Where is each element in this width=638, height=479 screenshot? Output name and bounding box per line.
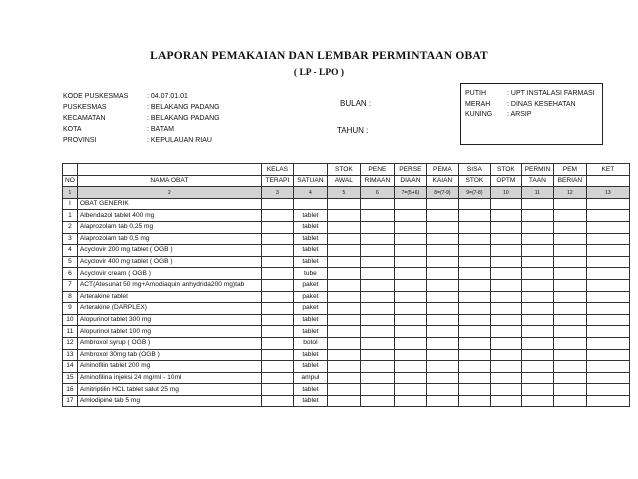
value-cell bbox=[490, 268, 521, 280]
table-row bbox=[63, 361, 630, 373]
unit-cell: paket bbox=[293, 291, 327, 303]
value-cell bbox=[490, 210, 521, 222]
medicine-name: Ambroxol 30mg tab (OGB ) bbox=[77, 349, 261, 361]
table-row bbox=[63, 210, 630, 222]
value-cell bbox=[360, 245, 394, 257]
col-sisa-label: STOK bbox=[458, 175, 490, 187]
value-cell bbox=[490, 221, 521, 233]
value-cell bbox=[458, 314, 490, 326]
medicine-name: Alopurinol tablet 100 mg bbox=[77, 326, 261, 338]
value-cell bbox=[360, 268, 394, 280]
value-cell bbox=[553, 291, 586, 303]
value-cell bbox=[490, 303, 521, 315]
unit-cell: tablet bbox=[293, 326, 327, 338]
distribution-box bbox=[460, 83, 603, 145]
row-number: 15 bbox=[63, 372, 78, 384]
value-cell bbox=[521, 291, 553, 303]
value-cell bbox=[360, 384, 394, 396]
col-penerimaan-label: RIMAAN bbox=[360, 175, 394, 187]
value-cell bbox=[394, 256, 426, 268]
kelas-cell bbox=[261, 372, 293, 384]
medicine-name: ACT(Atesunat 50 mg+Amodiaquin anhydrida200 mg)tab bbox=[77, 279, 261, 291]
value-cell bbox=[360, 395, 394, 407]
value-cell bbox=[360, 279, 394, 291]
value-cell bbox=[327, 361, 360, 373]
value-cell bbox=[458, 210, 490, 222]
column-number: 1 bbox=[63, 187, 78, 199]
col-pemberian-label: BERIAN bbox=[553, 175, 586, 187]
value-cell bbox=[586, 245, 629, 257]
value-cell bbox=[327, 349, 360, 361]
value-cell bbox=[553, 337, 586, 349]
medicine-name: Albendazol tablet 400 mg bbox=[77, 210, 261, 222]
value-cell bbox=[458, 337, 490, 349]
row-number: 17 bbox=[63, 395, 78, 407]
value-cell bbox=[490, 291, 521, 303]
kelas-cell bbox=[261, 349, 293, 361]
column-number: 4 bbox=[293, 187, 327, 199]
row-number: 16 bbox=[63, 384, 78, 396]
value-cell bbox=[586, 395, 629, 407]
value-cell bbox=[426, 326, 458, 338]
medicine-name: Aminofilin tablet 200 mg bbox=[77, 361, 261, 373]
medicine-name: Alaprozolam tab 0,25 mg bbox=[77, 221, 261, 233]
col-permintaan-label: TAAN bbox=[521, 175, 553, 187]
medicine-name: Amlodipine tab 5 mg bbox=[77, 395, 261, 407]
column-number: 7=(5+6) bbox=[394, 187, 426, 199]
value-cell bbox=[521, 279, 553, 291]
tahun-label: TAHUN : bbox=[337, 126, 369, 135]
column-number: 10 bbox=[490, 187, 521, 199]
value-cell bbox=[458, 349, 490, 361]
col-stok-awal-header: STOK bbox=[327, 164, 360, 176]
col-ket-header: KET bbox=[586, 164, 629, 176]
value-cell bbox=[521, 314, 553, 326]
distribution-row: PUTIH : UPT INSTALASI FARMASI bbox=[465, 90, 595, 97]
value-cell bbox=[360, 210, 394, 222]
value-cell bbox=[426, 384, 458, 396]
medicine-table bbox=[62, 163, 630, 407]
report-subtitle: ( LP - LPO ) bbox=[293, 68, 345, 78]
value-cell bbox=[327, 210, 360, 222]
value-cell bbox=[553, 395, 586, 407]
value-cell bbox=[521, 384, 553, 396]
value-cell bbox=[490, 337, 521, 349]
value-cell bbox=[458, 221, 490, 233]
value-cell bbox=[458, 361, 490, 373]
value-cell bbox=[426, 303, 458, 315]
kelas-cell bbox=[261, 314, 293, 326]
value-cell bbox=[586, 279, 629, 291]
unit-cell: tablet bbox=[293, 256, 327, 268]
medicine-name: Acyclovir 200 mg tablet ( OGB ) bbox=[77, 245, 261, 257]
col-sisa-header: SISA bbox=[458, 164, 490, 176]
medicine-name: Acyclovir 400 mg tablet ( OGB ) bbox=[77, 256, 261, 268]
col-optm-label: OPTM bbox=[490, 175, 521, 187]
row-number: 9 bbox=[63, 303, 78, 315]
table-row bbox=[63, 349, 630, 361]
value-cell bbox=[458, 256, 490, 268]
value-cell bbox=[394, 279, 426, 291]
value-cell bbox=[426, 233, 458, 245]
header-row bbox=[63, 164, 630, 176]
col-pemberian-header: PEM bbox=[553, 164, 586, 176]
value-cell bbox=[394, 291, 426, 303]
value-cell bbox=[327, 337, 360, 349]
col-pemakaian-label: KAIAN bbox=[426, 175, 458, 187]
medicine-name: Ambroxol syrup ( OGB ) bbox=[77, 337, 261, 349]
value-cell bbox=[490, 245, 521, 257]
distribution-row: KUNING : ARSIP bbox=[465, 111, 532, 118]
value-cell bbox=[553, 361, 586, 373]
value-cell bbox=[360, 349, 394, 361]
col-ket-label bbox=[586, 175, 629, 187]
value-cell bbox=[521, 268, 553, 280]
value-cell bbox=[327, 256, 360, 268]
kelas-cell bbox=[261, 233, 293, 245]
value-cell bbox=[394, 349, 426, 361]
medicine-name: Acyclovir cream ( OGB ) bbox=[77, 268, 261, 280]
value-cell bbox=[490, 279, 521, 291]
unit-cell: tablet bbox=[293, 245, 327, 257]
column-number: 5 bbox=[327, 187, 360, 199]
unit-cell: tablet bbox=[293, 384, 327, 396]
value-cell bbox=[458, 303, 490, 315]
value-cell bbox=[521, 372, 553, 384]
column-number: 12 bbox=[553, 187, 586, 199]
value-cell bbox=[458, 291, 490, 303]
table-row bbox=[63, 279, 630, 291]
value-cell bbox=[360, 337, 394, 349]
unit-cell: paket bbox=[293, 303, 327, 315]
value-cell bbox=[458, 384, 490, 396]
col-no-label: NO bbox=[63, 175, 78, 187]
row-number: 4 bbox=[63, 245, 78, 257]
kelas-cell bbox=[261, 337, 293, 349]
kelas-cell bbox=[261, 245, 293, 257]
col-permintaan-header: PERMIN bbox=[521, 164, 553, 176]
value-cell bbox=[327, 291, 360, 303]
value-cell bbox=[586, 361, 629, 373]
unit-cell: tube bbox=[293, 268, 327, 280]
col-satuan-label: SATUAN bbox=[293, 175, 327, 187]
value-cell bbox=[490, 372, 521, 384]
unit-cell: botol bbox=[293, 337, 327, 349]
column-number: 9=(7-8) bbox=[458, 187, 490, 199]
value-cell bbox=[490, 349, 521, 361]
value-cell bbox=[394, 395, 426, 407]
value-cell bbox=[394, 372, 426, 384]
value-cell bbox=[490, 233, 521, 245]
value-cell bbox=[490, 256, 521, 268]
value-cell bbox=[490, 395, 521, 407]
value-cell bbox=[426, 210, 458, 222]
value-cell bbox=[458, 233, 490, 245]
value-cell bbox=[458, 279, 490, 291]
col-penerimaan-header: PENE bbox=[360, 164, 394, 176]
col-pemakaian-header: PEMA bbox=[426, 164, 458, 176]
value-cell bbox=[360, 303, 394, 315]
value-cell bbox=[327, 326, 360, 338]
value-cell bbox=[327, 245, 360, 257]
value-cell bbox=[586, 268, 629, 280]
value-cell bbox=[426, 372, 458, 384]
table-row bbox=[63, 303, 630, 315]
table-row bbox=[63, 233, 630, 245]
value-cell bbox=[586, 384, 629, 396]
unit-cell: tablet bbox=[293, 361, 327, 373]
info-row: KOTA : BATAM bbox=[63, 126, 174, 133]
table-row bbox=[63, 291, 630, 303]
table-row bbox=[63, 256, 630, 268]
header-row bbox=[63, 175, 630, 187]
medicine-name: Aminofilina injeksi 24 mg/ml - 10ml bbox=[77, 372, 261, 384]
value-cell bbox=[586, 303, 629, 315]
unit-cell: tablet bbox=[293, 221, 327, 233]
value-cell bbox=[426, 395, 458, 407]
unit-cell: tablet bbox=[293, 210, 327, 222]
value-cell bbox=[553, 372, 586, 384]
value-cell bbox=[426, 221, 458, 233]
kelas-cell bbox=[261, 361, 293, 373]
value-cell bbox=[553, 303, 586, 315]
value-cell bbox=[553, 210, 586, 222]
row-number: 10 bbox=[63, 314, 78, 326]
value-cell bbox=[426, 268, 458, 280]
value-cell bbox=[360, 372, 394, 384]
value-cell bbox=[490, 361, 521, 373]
value-cell bbox=[394, 337, 426, 349]
value-cell bbox=[426, 314, 458, 326]
kelas-cell bbox=[261, 384, 293, 396]
group-row bbox=[63, 198, 630, 210]
value-cell bbox=[426, 245, 458, 257]
unit-cell: tablet bbox=[293, 349, 327, 361]
medicine-name: Alopurinol tablet 300 mg bbox=[77, 314, 261, 326]
medicine-name: Arterakine (DARPLEX) bbox=[77, 303, 261, 315]
value-cell bbox=[394, 221, 426, 233]
value-cell bbox=[394, 268, 426, 280]
col-satuan-header bbox=[293, 164, 327, 176]
value-cell bbox=[553, 233, 586, 245]
kelas-cell bbox=[261, 210, 293, 222]
col-no-header bbox=[63, 164, 78, 176]
col-kelas-header: KELAS bbox=[261, 164, 293, 176]
table-row bbox=[63, 337, 630, 349]
info-row: KECAMATAN : BELAKANG PADANG bbox=[63, 115, 220, 122]
value-cell bbox=[521, 303, 553, 315]
unit-cell: tablet bbox=[293, 233, 327, 245]
distribution-row: MERAH : DINAS KESEHATAN bbox=[465, 100, 576, 108]
value-cell bbox=[426, 349, 458, 361]
value-cell bbox=[360, 256, 394, 268]
value-cell bbox=[586, 221, 629, 233]
table-row bbox=[63, 395, 630, 407]
table-row bbox=[63, 245, 630, 257]
row-number: 6 bbox=[63, 268, 78, 280]
row-number: 13 bbox=[63, 349, 78, 361]
col-persediaan-header: PERSE bbox=[394, 164, 426, 176]
value-cell bbox=[360, 233, 394, 245]
medicine-name: Alaprozolam tab 0,5 mg bbox=[77, 233, 261, 245]
value-cell bbox=[426, 279, 458, 291]
value-cell bbox=[426, 256, 458, 268]
column-number: 8=(7-9) bbox=[426, 187, 458, 199]
value-cell bbox=[327, 233, 360, 245]
value-cell bbox=[360, 314, 394, 326]
kelas-cell bbox=[261, 326, 293, 338]
column-number: 2 bbox=[77, 187, 261, 199]
value-cell bbox=[586, 256, 629, 268]
row-number: 14 bbox=[63, 361, 78, 373]
value-cell bbox=[521, 233, 553, 245]
value-cell bbox=[521, 210, 553, 222]
value-cell bbox=[586, 314, 629, 326]
value-cell bbox=[327, 303, 360, 315]
kelas-cell bbox=[261, 395, 293, 407]
table-row bbox=[63, 372, 630, 384]
info-row: PROVINSI : KEPULAUAN RIAU bbox=[63, 137, 212, 144]
value-cell bbox=[553, 245, 586, 257]
value-cell bbox=[458, 326, 490, 338]
value-cell bbox=[394, 314, 426, 326]
info-row: KODE PUSKESMAS : 04.07.01.01 bbox=[63, 93, 188, 100]
kelas-cell bbox=[261, 256, 293, 268]
value-cell bbox=[394, 361, 426, 373]
value-cell bbox=[521, 395, 553, 407]
value-cell bbox=[327, 221, 360, 233]
row-number: 12 bbox=[63, 337, 78, 349]
unit-cell: paket bbox=[293, 279, 327, 291]
col-stok-awal-label: AWAL bbox=[327, 175, 360, 187]
value-cell bbox=[394, 384, 426, 396]
col-name-label: NAMA OBAT bbox=[77, 175, 261, 187]
group-name: OBAT GENERIK bbox=[77, 198, 261, 210]
group-number: I bbox=[63, 198, 78, 210]
value-cell bbox=[458, 268, 490, 280]
value-cell bbox=[553, 256, 586, 268]
table-row bbox=[63, 221, 630, 233]
value-cell bbox=[521, 221, 553, 233]
value-cell bbox=[586, 326, 629, 338]
kelas-cell bbox=[261, 268, 293, 280]
value-cell bbox=[327, 372, 360, 384]
value-cell bbox=[394, 326, 426, 338]
column-number-row bbox=[63, 187, 630, 199]
value-cell bbox=[553, 279, 586, 291]
row-number: 8 bbox=[63, 291, 78, 303]
col-name-header bbox=[77, 164, 261, 176]
value-cell bbox=[426, 337, 458, 349]
value-cell bbox=[586, 233, 629, 245]
row-number: 11 bbox=[63, 326, 78, 338]
bulan-label: BULAN : bbox=[340, 99, 372, 108]
value-cell bbox=[553, 326, 586, 338]
value-cell bbox=[426, 361, 458, 373]
column-number: 11 bbox=[521, 187, 553, 199]
kelas-cell bbox=[261, 221, 293, 233]
row-number: 7 bbox=[63, 279, 78, 291]
unit-cell: tablet bbox=[293, 314, 327, 326]
value-cell bbox=[426, 291, 458, 303]
kelas-cell bbox=[261, 279, 293, 291]
value-cell bbox=[586, 291, 629, 303]
table-row bbox=[63, 384, 630, 396]
value-cell bbox=[394, 210, 426, 222]
value-cell bbox=[553, 384, 586, 396]
value-cell bbox=[490, 326, 521, 338]
value-cell bbox=[360, 326, 394, 338]
column-number: 6 bbox=[360, 187, 394, 199]
value-cell bbox=[521, 326, 553, 338]
value-cell bbox=[458, 395, 490, 407]
kelas-cell bbox=[261, 291, 293, 303]
unit-cell: tablet bbox=[293, 395, 327, 407]
kelas-cell bbox=[261, 303, 293, 315]
value-cell bbox=[490, 384, 521, 396]
value-cell bbox=[553, 349, 586, 361]
column-number: 3 bbox=[261, 187, 293, 199]
value-cell bbox=[521, 256, 553, 268]
value-cell bbox=[327, 279, 360, 291]
value-cell bbox=[586, 337, 629, 349]
row-number: 3 bbox=[63, 233, 78, 245]
value-cell bbox=[360, 221, 394, 233]
value-cell bbox=[553, 268, 586, 280]
value-cell bbox=[327, 395, 360, 407]
medicine-name: Amitriptilin HCL tablet salut 25 mg bbox=[77, 384, 261, 396]
row-number: 1 bbox=[63, 210, 78, 222]
value-cell bbox=[553, 221, 586, 233]
value-cell bbox=[521, 361, 553, 373]
value-cell bbox=[521, 245, 553, 257]
column-number: 13 bbox=[586, 187, 629, 199]
value-cell bbox=[521, 337, 553, 349]
value-cell bbox=[458, 245, 490, 257]
value-cell bbox=[327, 268, 360, 280]
table-row bbox=[63, 268, 630, 280]
col-persediaan-label: DIAAN bbox=[394, 175, 426, 187]
value-cell bbox=[360, 361, 394, 373]
value-cell bbox=[394, 233, 426, 245]
value-cell bbox=[327, 384, 360, 396]
col-kelas-label: TERAPI bbox=[261, 175, 293, 187]
value-cell bbox=[586, 210, 629, 222]
value-cell bbox=[553, 314, 586, 326]
report-title: LAPORAN PEMAKAIAN DAN LEMBAR PERMINTAAN OBAT bbox=[150, 50, 488, 62]
value-cell bbox=[394, 245, 426, 257]
value-cell bbox=[458, 372, 490, 384]
value-cell bbox=[586, 349, 629, 361]
info-row: PUSKESMAS : BELAKANG PADANG bbox=[63, 104, 220, 111]
value-cell bbox=[586, 372, 629, 384]
value-cell bbox=[521, 349, 553, 361]
table-row bbox=[63, 326, 630, 338]
value-cell bbox=[394, 303, 426, 315]
medicine-name: Arterakine tablet bbox=[77, 291, 261, 303]
facility-info bbox=[63, 91, 220, 146]
value-cell bbox=[490, 314, 521, 326]
unit-cell: ampul bbox=[293, 372, 327, 384]
table-row bbox=[63, 314, 630, 326]
row-number: 2 bbox=[63, 221, 78, 233]
col-optm-header: STOK bbox=[490, 164, 521, 176]
value-cell bbox=[360, 291, 394, 303]
row-number: 5 bbox=[63, 256, 78, 268]
value-cell bbox=[327, 314, 360, 326]
